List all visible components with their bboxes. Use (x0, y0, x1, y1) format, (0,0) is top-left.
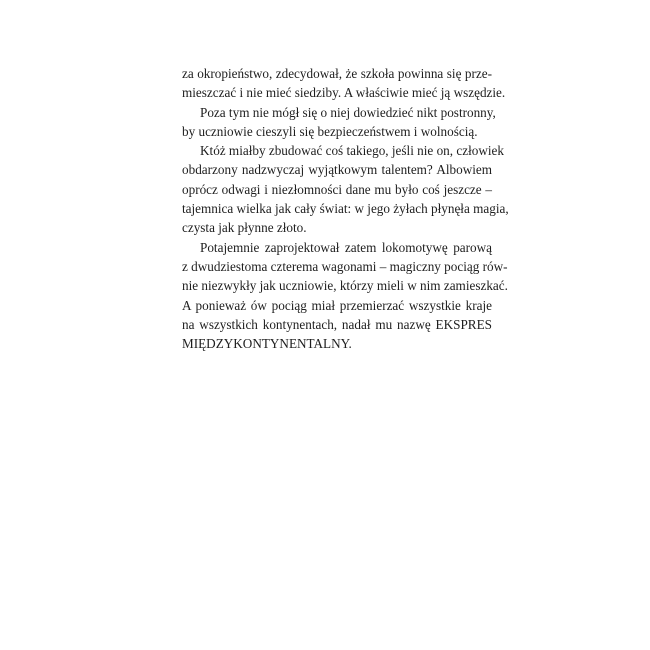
body-text (182, 64, 509, 353)
text-line: obdarzony nadzwyczaj wyjątkowym talentem? Albowiem (182, 162, 492, 178)
paragraph-2 (182, 103, 496, 142)
paragraph-4 (182, 238, 508, 354)
text-line: Poza tym nie mógł się o niej dowiedzieć nikt postronny, (200, 104, 496, 120)
paragraph-1 (182, 64, 506, 103)
text-line: Któż miałby zbudować coś takiego, jeśli nie on, człowiek (200, 143, 504, 159)
paragraph-3 (182, 141, 509, 237)
text-line: nie niezwykły jak uczniowie, którzy mieli w nim zamieszkać. (182, 278, 508, 294)
text-line: mieszczać i nie mieć siedziby. A właściwie mieć ją wszędzie. (182, 85, 506, 101)
text-line: na wszystkich kontynentach, nadał mu nazwę EKSPRES (182, 316, 492, 332)
text-line: Potajemnie zaprojektował zatem lokomotywę parową (200, 239, 492, 255)
text-line: czysta jak płynne złoto. (182, 220, 307, 236)
text-line: by uczniowie cieszyli się bezpieczeństwem i wolnością. (182, 123, 478, 139)
text-line: A ponieważ ów pociąg miał przemierzać wszystkie kraje (182, 297, 492, 313)
text-line: oprócz odwagi i niezłomności dane mu było coś jeszcze – (182, 181, 492, 197)
text-line: MIĘDZYKONTYNENTALNY. (182, 336, 352, 352)
text-line: tajemnica wielka jak cały świat: w jego żyłach płynęła magia, (182, 201, 509, 217)
text-line: z dwudziestoma czterema wagonami – magiczny pociąg rów- (182, 258, 508, 274)
text-line: za okropieństwo, zdecydował, że szkoła powinna się prze- (182, 66, 492, 81)
